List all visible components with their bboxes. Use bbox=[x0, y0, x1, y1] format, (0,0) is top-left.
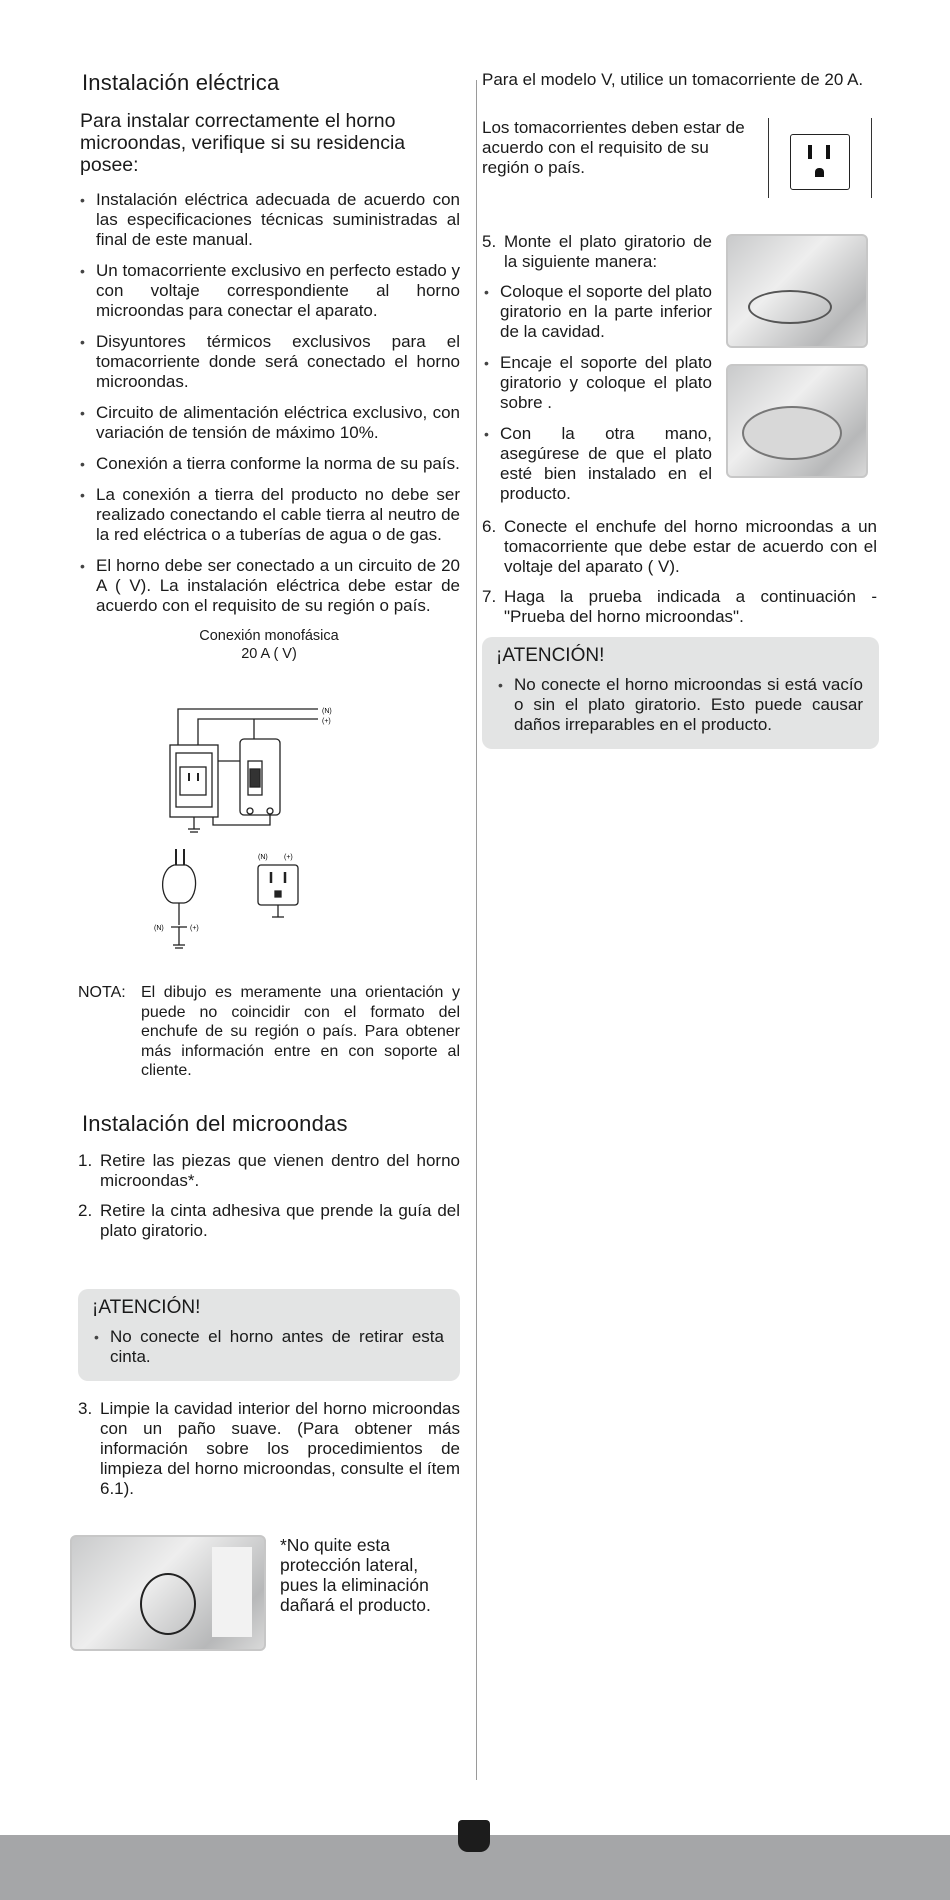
photo-note: *No quite esta protección lateral, pues la eliminación dañará el producto. bbox=[280, 1534, 431, 1615]
list-item: • La conexión a tierra del producto no debe ser realizado conectando el cable tierra al neutro de la red eléctrica o a tuberías de agua o de gas. bbox=[78, 485, 460, 545]
diagram-caption bbox=[78, 627, 460, 663]
label-plus-outlet: (+) bbox=[284, 854, 293, 861]
label-n-plug: (N) bbox=[154, 925, 164, 932]
steps-list-a bbox=[78, 1151, 460, 1241]
list-item: 1. Retire las piezas que vienen dentro del horno microondas*. bbox=[78, 1150, 460, 1190]
list-item: • Circuito de alimentación eléctrica exclusivo, con variación de tensión de máximo 10%. bbox=[78, 403, 460, 443]
steps-list-right bbox=[482, 517, 877, 627]
list-item: 2. Retire la cinta adhesiva que prende la guía del plato giratorio. bbox=[78, 1200, 460, 1240]
page-number-tab bbox=[458, 1820, 490, 1852]
label-plus-top: (+) bbox=[322, 718, 331, 725]
requirements-list bbox=[78, 190, 460, 616]
diagram-caption-line1: Conexión monofásica bbox=[199, 628, 339, 644]
note-label: NOTA: bbox=[78, 984, 126, 1001]
side-protection-photo bbox=[70, 1535, 266, 1651]
attention-text: • No conecte el horno antes de retirar esta cinta. bbox=[92, 1327, 444, 1367]
list-item: • Un tomacorriente exclusivo en perfecto estado y con voltaje correspondiente al horno microondas para conectar el aparato. bbox=[78, 261, 460, 321]
list-item: • Instalación eléctrica adecuada de acuerdo con las especificaciones técnicas suministradas al final de este manual. bbox=[78, 190, 460, 250]
outlet-note: Los tomacorrientes deben estar de acuerdo con el requisito de su región o país. bbox=[482, 118, 745, 177]
list-item: • Conexión a tierra conforme la norma de su país. bbox=[78, 454, 460, 474]
note bbox=[78, 983, 460, 1081]
turntable-plate-photo bbox=[726, 364, 868, 478]
list-item: • El horno debe ser conectado a un circuito de 20 A ( V). La instalación eléctrica debe estar de acuerdo con el requisito de su región o país. bbox=[78, 556, 460, 616]
attention-box-right bbox=[482, 637, 879, 749]
list-item: 7. Haga la prueba indicada a continuación - "Prueba del horno microondas". bbox=[482, 587, 877, 626]
step5 bbox=[482, 232, 712, 272]
section-title-installation: Instalación del microondas bbox=[82, 1110, 348, 1136]
attention-title: ¡ATENCIÓN! bbox=[496, 645, 605, 666]
turntable-list bbox=[482, 282, 712, 504]
model-note: Para el modelo V, utilice un tomacorriente de 20 A. bbox=[482, 70, 864, 89]
steps-list-b bbox=[78, 1399, 460, 1499]
attention-text: • No conecte el horno microondas si está vacío o sin el plato giratorio. Esto puede causar daños irreparables en el producto. bbox=[496, 675, 863, 735]
turntable-support-photo bbox=[726, 234, 868, 348]
label-plus-plug: (+) bbox=[190, 925, 199, 932]
right-column bbox=[482, 70, 877, 749]
intro-text: Para instalar correctamente el horno microondas, verifique si su residencia posee: bbox=[80, 110, 406, 176]
list-item: 6. Conecte el enchufe del horno microondas a un tomacorriente que debe estar de acuerdo con el voltaje del aparato ( V). bbox=[482, 517, 877, 576]
attention-title: ¡ATENCIÓN! bbox=[92, 1296, 201, 1318]
label-n-outlet: (N) bbox=[258, 854, 268, 861]
list-item: 3. Limpie la cavidad interior del horno microondas con un paño suave. (Para obtener más información sobre los procedimientos de limpieza del horno microondas, consulte el ítem 6.1). bbox=[78, 1398, 460, 1498]
list-item: • Coloque el soporte del plato giratorio en la parte inferior de la cavidad. bbox=[482, 282, 712, 342]
diagram-caption-line2: 20 A ( V) bbox=[241, 646, 297, 662]
section-title-electrical: Instalación eléctrica bbox=[82, 70, 280, 95]
list-item: • Con la otra mano, asegúrese de que el plato esté bien instalado en el producto. bbox=[482, 424, 712, 504]
list-item: • Disyuntores térmicos exclusivos para el tomacorriente donde será conectado el horno microondas. bbox=[78, 332, 460, 392]
note-text: El dibujo es meramente una orientación y puede no coincidir con el formato del enchufe de su región o país. Para obtener más información entre en con soporte al cliente. bbox=[141, 984, 460, 1079]
column-divider bbox=[476, 80, 477, 1780]
outlet-icon bbox=[768, 118, 872, 198]
left-column bbox=[78, 70, 460, 1651]
attention-box-left bbox=[78, 1289, 460, 1381]
list-item: 5. Monte el plato giratorio de la siguiente manera: bbox=[482, 232, 712, 271]
list-item: • Encaje el soporte del plato giratorio y coloque el plato sobre . bbox=[482, 353, 712, 413]
wiring-diagram bbox=[78, 665, 460, 965]
label-n-top: (N) bbox=[322, 708, 332, 715]
